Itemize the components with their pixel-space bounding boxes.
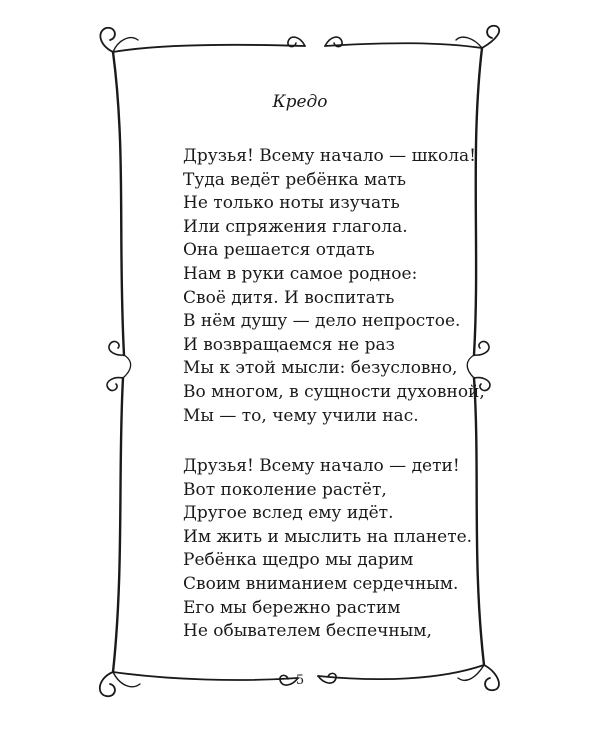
poem-line: Другое вслед ему идёт. (183, 503, 394, 524)
stanza-2 (183, 455, 472, 644)
poem-line: Своё дитя. И воспитать (183, 287, 395, 308)
poem-line: Вот поколение растёт, (183, 479, 387, 500)
page-number: 5 (295, 673, 305, 688)
poem-line: Не только ноты изучать (183, 193, 400, 214)
poem-title: Кредо (272, 92, 328, 112)
poem-line: И возвращаемся не раз (183, 334, 395, 355)
poem-line: Его мы бережно растим (183, 597, 401, 618)
frame-left-lower (113, 378, 123, 672)
frame-top-right (325, 43, 482, 48)
poem-line: Мы — то, чему учили нас. (183, 405, 419, 426)
poem-line: Своим вниманием сердечным. (183, 573, 459, 594)
poem-line: Или спряжения глагола. (183, 216, 408, 237)
poem-line: Ребёнка щедро мы дарим (183, 550, 414, 571)
poem-line: Во многом, в сущности духовной, (183, 381, 485, 402)
poem-line: Не обывателем беспечным, (183, 621, 432, 642)
poem-line: Она решается отдать (183, 240, 375, 261)
poem-line: Туда ведёт ребёнка мать (183, 169, 407, 190)
frame-top-left (113, 45, 305, 52)
frame-scroll-top-right (482, 26, 499, 48)
poem-line: Им жить и мыслить на планете. (183, 526, 473, 547)
frame-scroll-top-left (100, 28, 115, 52)
poem-line: Мы к этой мысли: безусловно, (183, 358, 458, 379)
frame-scroll-left-mid (109, 341, 124, 355)
stanza-1 (183, 145, 485, 428)
poem-line: Друзья! Всему начало — школа! (183, 146, 477, 166)
poem-line: Друзья! Всему начало — дети! (183, 456, 460, 476)
poem-line: Нам в руки самое родное: (183, 263, 418, 284)
poem-line: В нём душу — дело непростое. (183, 311, 461, 332)
